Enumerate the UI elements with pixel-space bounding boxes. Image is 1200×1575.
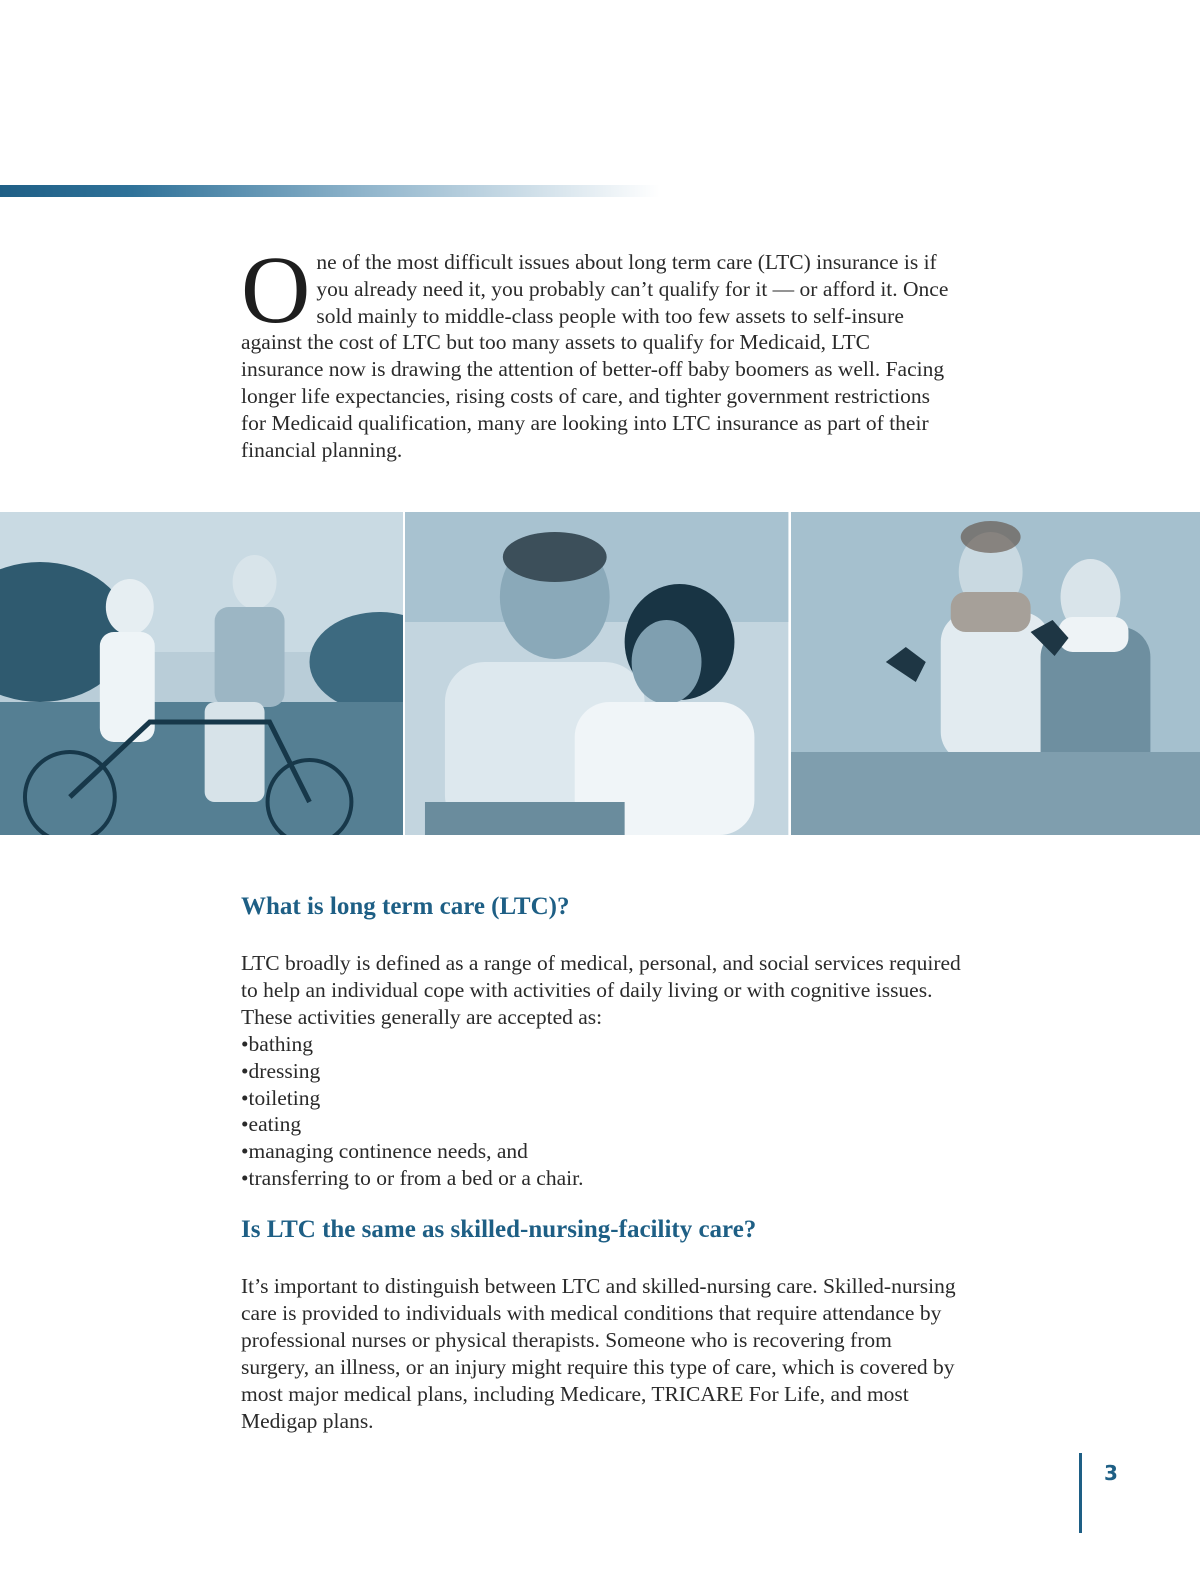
list-item: • managing continence needs, and bbox=[241, 1138, 961, 1165]
list-item: • dressing bbox=[241, 1058, 961, 1085]
page-number-divider bbox=[1079, 1453, 1082, 1533]
list-item: • bathing bbox=[241, 1031, 961, 1058]
list-item: • transferring to or from a bed or a chair. bbox=[241, 1165, 961, 1192]
list-item: • toileting bbox=[241, 1085, 961, 1112]
ltc-definition-text: LTC broadly is defined as a range of medical, personal, and social services required to help an individual cope with activities of daily living or with cognitive issues. These activities generally are accepted as: bbox=[241, 951, 961, 1029]
list-item: • eating bbox=[241, 1111, 961, 1138]
section-body-skilled-nursing: It’s important to distinguish between LTC and skilled-nursing care. Skilled-nursing care is provided to individuals with medical conditions that require attendance by professional nurses or physical therapists. Someone who is recovering from surgery, an illness, or an injury might require this type of care, which is covered by most major medical plans, including Medicare, TRICARE For Life, and most Medigap plans. bbox=[241, 1274, 956, 1433]
photo-couple-tandem-bike bbox=[0, 512, 403, 835]
intro-paragraph bbox=[241, 236, 951, 463]
activities-list bbox=[241, 1031, 961, 1192]
drop-cap: O bbox=[241, 236, 311, 343]
page-number: 3 bbox=[1104, 1461, 1118, 1485]
header-gradient-bar bbox=[0, 185, 660, 197]
intro-text: ne of the most difficult issues about long term care (LTC) insurance is if you already need it, you probably can’t qualify for it — or afford it. Once sold mainly to middle-class people with too few assets to self-insure against the cost of LTC but too many assets to qualify for Medicaid, LTC insurance now is drawing the attention of better-off baby boomers as well. Facing longer life expectancies, rising costs of care, and tighter government restrictions for Medicaid qualification, many are looking into LTC insurance as part of their financial planning. bbox=[241, 250, 949, 462]
section-heading-skilled-nursing: Is LTC the same as skilled-nursing-facility care? bbox=[241, 1216, 757, 1243]
photo-couple-sitting bbox=[403, 512, 788, 835]
photo-strip bbox=[0, 512, 1200, 835]
photo-couple-autumn-leaves bbox=[789, 512, 1200, 835]
section-heading-ltc: What is long term care (LTC)? bbox=[241, 893, 570, 920]
section-body-ltc bbox=[241, 950, 961, 1192]
